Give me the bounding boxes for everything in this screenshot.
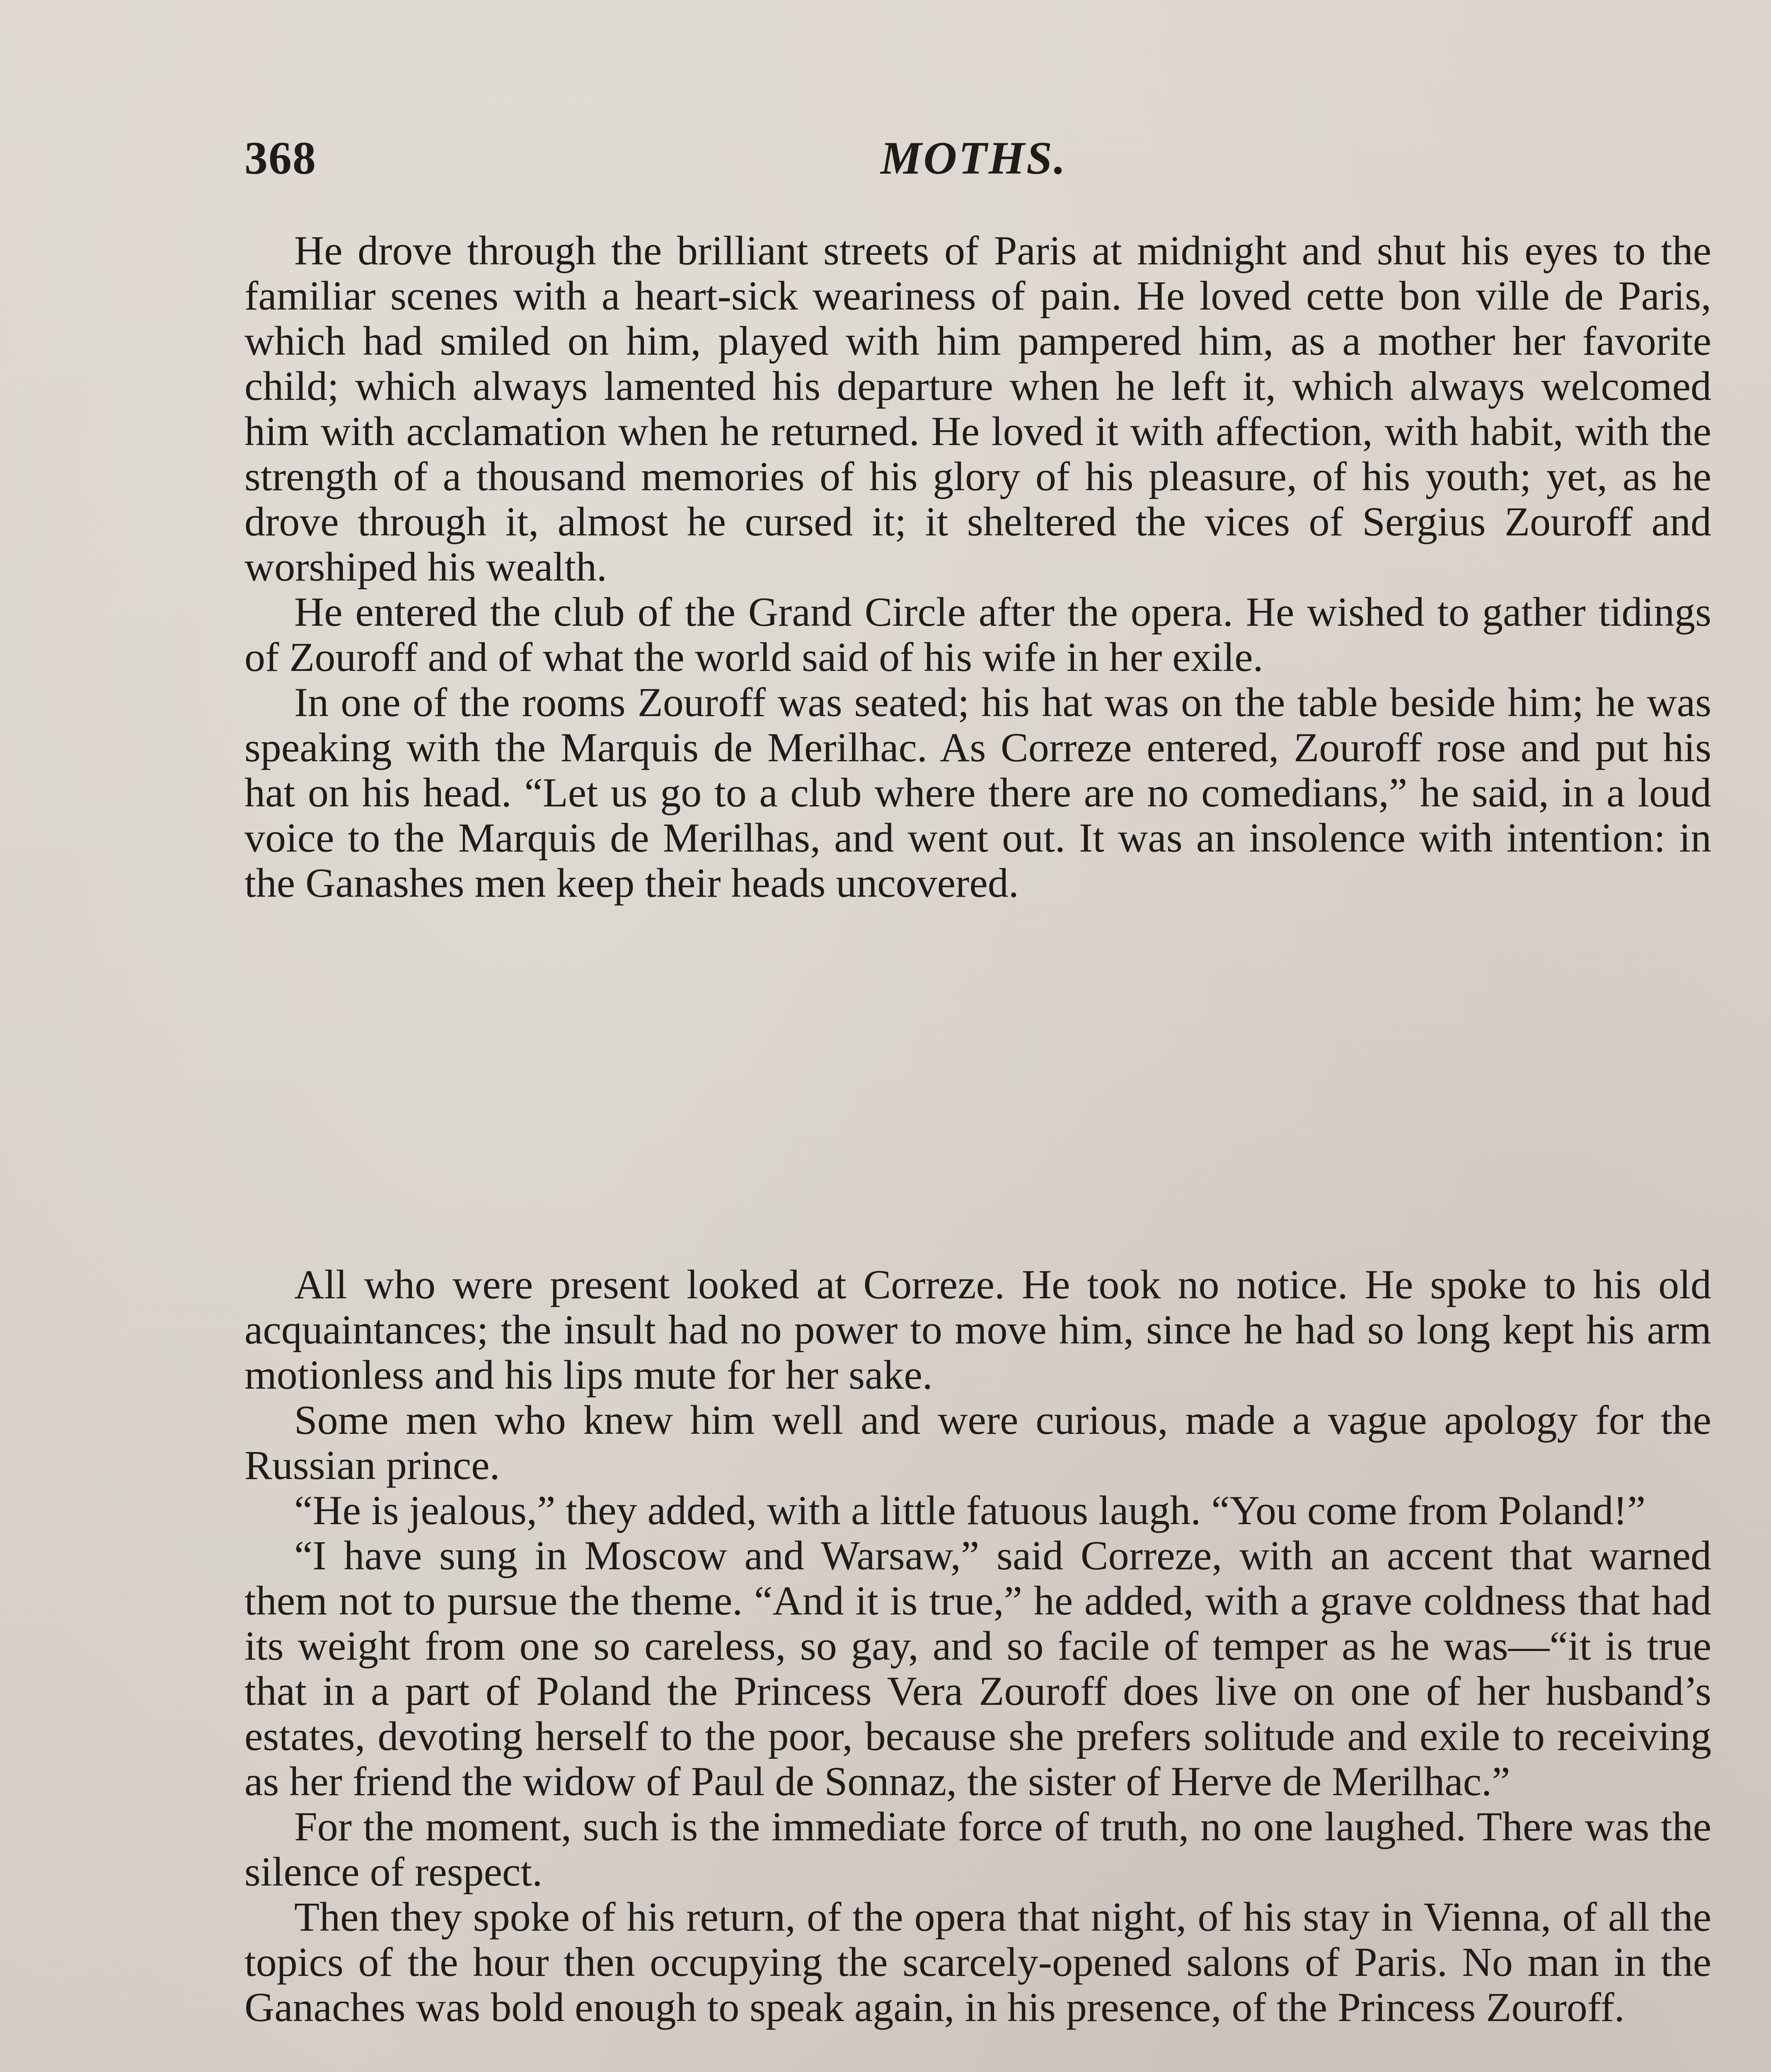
paragraph: All who were present looked at Correze. He took no notice. He spoke to his old acquaintances; the insult had no power to move him, since he had so long kept his arm motionless and his lips mute for her sake.	[244, 1261, 1711, 1398]
paragraph: Some men who knew him well and were curious, made a vague apology for the Russian prince.	[244, 1397, 1711, 1488]
page-header	[244, 132, 1703, 194]
page-number: 368	[244, 133, 317, 184]
paragraph: For the moment, such is the immediate force of truth, no one laughed. There was the silence of respect.	[244, 1803, 1711, 1895]
paragraph: Then they spoke of his return, of the opera that night, of his stay in Vienna, of all the topics of the hour then occupying the scarcely-opened salons of Paris. No man in the Ganaches was bold enough to speak again, in his presence, of the Princess Zouroff.	[244, 1894, 1711, 2030]
paragraph: In one of the rooms Zouroff was seated; his hat was on the table beside him; he was speaking with the Marquis de Merilhac. As Correze entered, Zouroff rose and put his hat on his head. “Let us go to a club where there are no comedians,” he said, in a loud voice to the Marquis de Merilhas, and went out. It was an insolence with intention: in the Ganashes men keep their heads uncovered.	[244, 679, 1711, 906]
paragraph: He drove through the brilliant streets of Paris at midnight and shut his eyes to the familiar scenes with a heart-sick weariness of pain. He loved cette bon ville de Paris, which had smiled on him, played with him pampered him, as a mother her favorite child; which always lamented his departure when he left it, which always welcomed him with acclamation when he returned. He loved it with affection, with habit, with the strength of a thousand memories of his glory of his pleasure, of his youth; yet, as he drove through it, almost he cursed it; it sheltered the vices of Sergius Zouroff and worshiped his wealth.	[244, 228, 1711, 590]
paragraph: “I have sung in Moscow and Warsaw,” said Correze, with an accent that warned them not to pursue the theme. “And it is true,” he added, with a grave coldness that had its weight from one so careless, so gay, and so facile of temper as he was—“it is true that in a part of Poland the Princess Vera Zouroff does live on one of her husband’s estates, devoting herself to the poor, because she prefers solitude and exile to receiving as her friend the widow of Paul de Sonnaz, the sister of Herve de Merilhac.”	[244, 1532, 1711, 1804]
running-title: MOTHS.	[880, 133, 1067, 184]
paragraph: “He is jealous,” they added, with a little fatuous laugh. “You come from Poland!”	[294, 1487, 1646, 1533]
text-block-upper	[244, 228, 1711, 905]
text-block-middle	[244, 1262, 1711, 2030]
paragraph: He entered the club of the Grand Circle after the opera. He wished to gather tidings of Zouroff and of what the world said of his wife in her exile.	[244, 589, 1711, 680]
